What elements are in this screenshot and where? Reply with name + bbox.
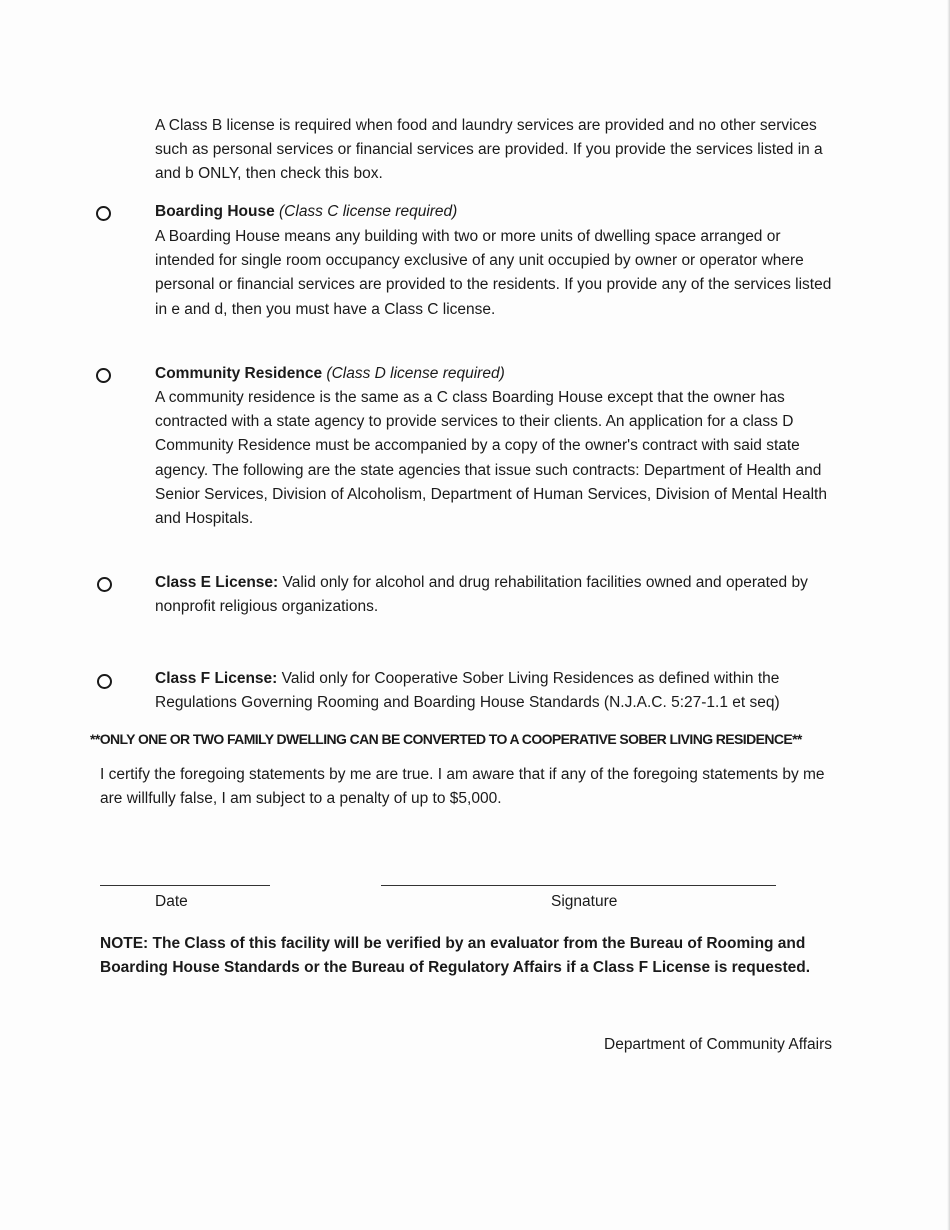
boarding-house-title: Boarding House bbox=[155, 203, 275, 220]
cooperative-banner: **ONLY ONE OR TWO FAMILY DWELLING CAN BE CONVERTED TO A COOPERATIVE SOBER LIVING RESIDENCE** bbox=[90, 731, 802, 747]
class-f-title: Class F License: bbox=[155, 670, 278, 687]
community-residence-radio[interactable] bbox=[96, 368, 111, 383]
community-residence-heading bbox=[155, 362, 835, 386]
department-name: Department of Community Affairs bbox=[604, 1036, 832, 1053]
class-f-description bbox=[155, 667, 815, 715]
signature-label: Signature bbox=[551, 893, 618, 910]
class-e-description bbox=[155, 571, 835, 619]
class-b-description: A Class B license is required when food and laundry services are provided and no other services such as personal services or financial services are provided. If you provide the services listed in a and b ONLY, then check this box. bbox=[155, 117, 823, 183]
boarding-house-heading bbox=[155, 200, 835, 224]
community-residence-license-note: (Class D license required) bbox=[326, 365, 505, 382]
class-e-radio[interactable] bbox=[97, 577, 112, 592]
signature-line[interactable] bbox=[381, 885, 776, 886]
boarding-house-description: A Boarding House means any building with two or more units of dwelling space arranged or intended for single room occupancy exclusive of any unit occupied by owner or operator where personal or financial services are provided to the residents. If you provide any of the services listed in e and d, then you must have a Class C license. bbox=[155, 228, 832, 318]
date-label: Date bbox=[155, 893, 188, 910]
community-residence-description: A community residence is the same as a C class Boarding House except that the owner has contracted with a state agency to provide services to their clients. An application for a class D Community Residence must be accompanied by a copy of the owner's contract with said state agency. The following are the state agencies that issue such contracts: Department of Health and Senior Services, Division of Alcoholism, Department of Human Services, Division of Mental Health and Hospitals. bbox=[155, 389, 827, 528]
class-f-radio[interactable] bbox=[97, 674, 112, 689]
date-line[interactable] bbox=[100, 885, 270, 886]
class-f-body: Valid only for Cooperative Sober Living Residences as defined within the Regulations Governing Rooming and Boarding House Standards (N.J.A.C. 5:27-1.1 et seq) bbox=[155, 670, 780, 712]
verification-note: NOTE: The Class of this facility will be verified by an evaluator from the Bureau of Rooming and Boarding House Standards or the Bureau of Regulatory Affairs if a Class F License is requested. bbox=[100, 935, 811, 977]
boarding-house-license-note: (Class C license required) bbox=[279, 203, 458, 220]
class-e-title: Class E License: bbox=[155, 574, 279, 591]
class-e-body: Valid only for alcohol and drug rehabilitation facilities owned and operated by nonprofit religious organizations. bbox=[155, 574, 808, 616]
community-residence-title: Community Residence bbox=[155, 365, 323, 382]
certification-statement: I certify the foregoing statements by me are true. I am aware that if any of the foregoing statements by me are willfully false, I am subject to a penalty of up to $5,000. bbox=[100, 766, 825, 808]
boarding-house-radio[interactable] bbox=[96, 206, 111, 221]
